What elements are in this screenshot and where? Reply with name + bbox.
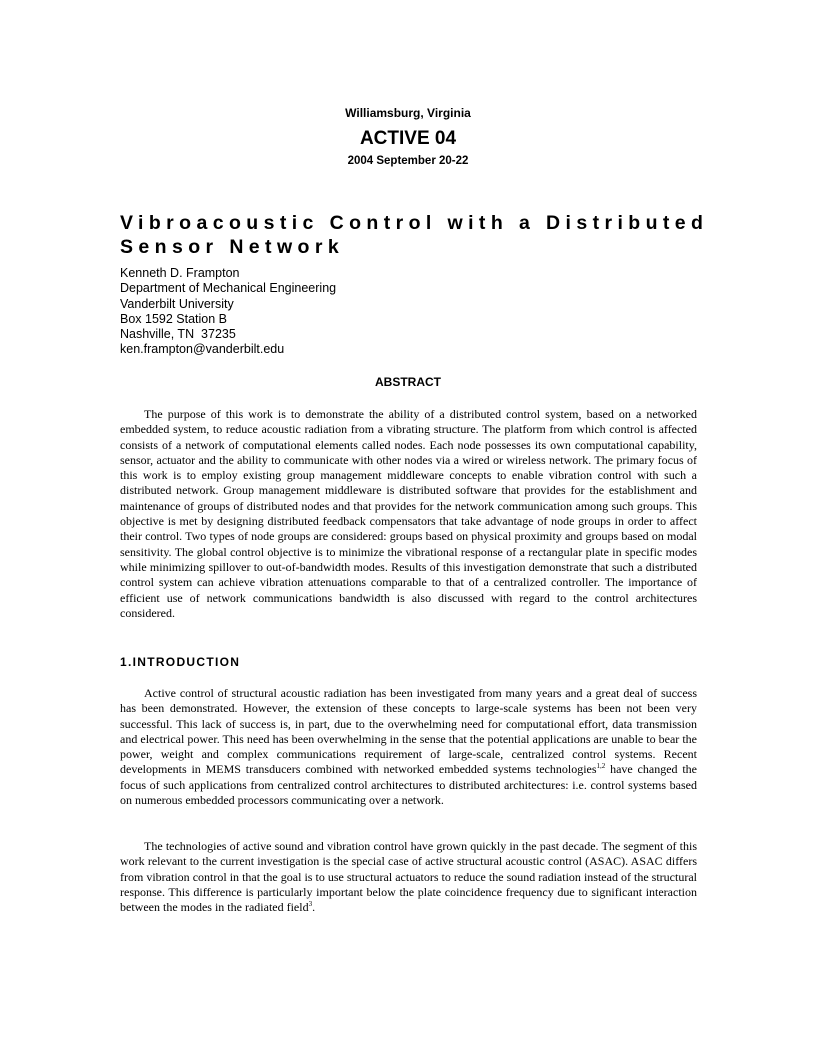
introduction-paragraph-2	[120, 839, 697, 915]
conference-location: Williamsburg, Virginia	[345, 106, 471, 120]
paragraph-text: have changed the focus of such applications from centralized control architectures to distributed architectures: i.e. control systems based on numerous embedded processors communicating over a network.	[120, 762, 697, 808]
paragraph-text: Active control of structural acoustic radiation has been investigated from many years and a great deal of success has been demonstrated. However, the extension of these concepts to large-scale systems has been not been very successful. This lack of success is, in part, due to the overwhelming need for computational effort, data transmission and electrical power. This need has been overwhelming in the sense that the potential applications are unable to bear the power, weight and complex communications requirement of large-scale, centralized control systems. Recent developments in MEMS transducers combined with networked embedded systems technologies	[120, 686, 697, 777]
paper-title: Vibroacoustic Control with a Distributed Sensor Network	[120, 212, 709, 258]
author-name: Kenneth D. Frampton	[120, 266, 240, 280]
abstract-heading: ABSTRACT	[375, 375, 441, 389]
author-email: ken.frampton@vanderbilt.edu	[120, 342, 285, 357]
paragraph-text: The technologies of active sound and vibration control have grown quickly in the past decade. The segment of this work relevant to the current investigation is the special case of active structural acoustic control (ASAC). ASAC differs from vibration control in that the goal is to use structural actuators to reduce the sound radiation instead of the structural response. This difference is particularly important below the plate coincidence frequency due to significant interaction between the modes in the radiated field	[120, 839, 697, 915]
author-department: Department of Mechanical Engineering	[120, 281, 337, 296]
introduction-paragraph-1	[120, 686, 697, 808]
conference-name: ACTIVE 04	[359, 128, 457, 149]
author-city: Nashville, TN 37235	[120, 327, 236, 342]
introduction-heading: 1.INTRODUCTION	[120, 655, 241, 669]
citation-reference: 1,2	[596, 762, 606, 771]
paragraph-text: .	[312, 900, 316, 915]
author-university: Vanderbilt University	[120, 296, 234, 311]
conference-date: 2004 September 20-22	[347, 155, 469, 167]
author-block	[120, 266, 336, 358]
author-address: Box 1592 Station B	[120, 311, 228, 326]
citation-reference: 3	[308, 900, 313, 909]
abstract-text: The purpose of this work is to demonstrate the ability of a distributed control system, based on a networked embedded system, to reduce acoustic radiation from a vibrating structure. The platform from which control is affected consists of a network of computational elements called nodes. Each node possesses its own computational capability, sensor, actuator and the ability to communicate with other nodes via a wired or wireless network. The primary focus of this work is to employ existing group management middleware concepts to enable vibration control with such a distributed network. Group management middleware is distributed software that provides for the establishment and maintenance of groups of distributed nodes and that provides for the network communication among such groups. This objective is met by designing distributed feedback compensators that take advantage of node groups in order to affect their control. Two types of node groups are considered: groups based on physical proximity and groups based on modal sensitivity. The global control objective is to minimize the vibrational response of a rectangular plate in specific modes while minimizing spillover to out-of-bandwidth modes. Results of this investigation demonstrate that such a distributed control system can achieve vibration attenuations comparable to that of a centralized controller. The importance of efficient use of network communications bandwidth is also discussed with regard to the control architectures considered.	[120, 407, 697, 620]
